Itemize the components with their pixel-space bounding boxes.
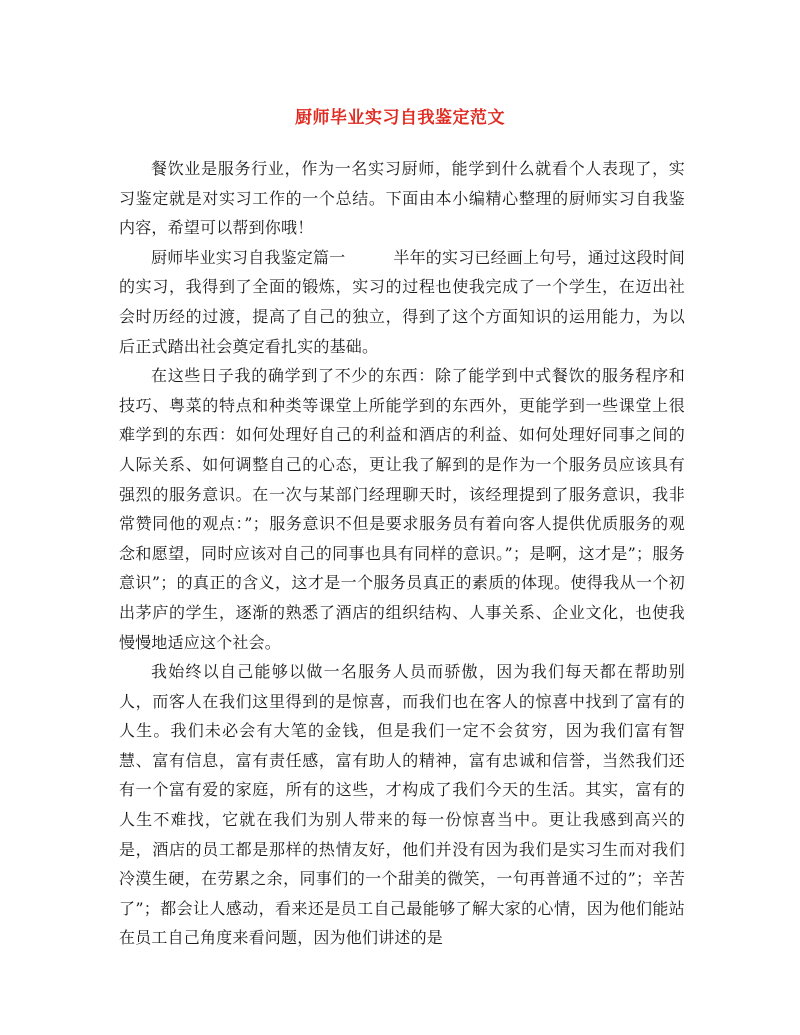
section-one-text: 半年的实习已经画上句号，通过这段时间的实习，我得到了全面的锻炼，实习的过程也使我完成了一个学生，在迈出社会时历经的过渡，提高了自己的独立，得到了这个方面知识的运用能力，为以后正式踏出社会奠定看扎实的基础。: [119, 247, 686, 356]
document-title: 厨师毕业实习自我鉴定范文: [295, 108, 505, 128]
section-heading: 厨师毕业实习自我鉴定篇一: [151, 247, 346, 267]
document-body: [119, 154, 685, 953]
section-one-paragraph: [119, 243, 685, 361]
pride-paragraph: 我始终以自己能够以做一名服务人员而骄傲，因为我们每天都在帮助别人，而客人在我们这里得到的是惊喜，而我们也在客人的惊喜中找到了富有的人生。我们未必会有大笔的金钱，但是我们一定不会贫穷，因为我们富有智慧、富有信息，富有责任感，富有助人的精神，富有忠诚和信誉，当然我们还有一个富有爱的家庭，所有的这些，才构成了我们今天的生活。其实，富有的人生不难找，它就在我们为别人带来的每一份惊喜当中。更让我感到高兴的是，酒店的员工都是那样的热情友好，他们并没有因为我们是实习生而对我们冷漠生硬，在劳累之余，同事们的一个甜美的微笑，一句再普通不过的”；辛苦了”；都会让人感动，看来还是员工自己最能够了解大家的心情，因为他们能站在员工自己角度来看问题，因为他们讲述的是: [119, 662, 685, 948]
intro-paragraph: 餐饮业是服务行业，作为一名实习厨师，能学到什么就看个人表现了，实习鉴定就是对实习工作的一个总结。下面由本小编精心整理的厨师实习自我鉴内容，希望可以帮到你哦！: [119, 159, 685, 238]
learning-paragraph: 在这些日子我的确学到了不少的东西：除了能学到中式餐饮的服务程序和技巧、粤菜的特点和种类等课堂上所能学到的东西外，更能学到一些课堂上很难学到的东西：如何处理好自己的利益和酒店的利益、如何处理好同事之间的人际关系、如何调整自己的心态，更让我了解到的是作为一个服务员应该具有强烈的服务意识。在一次与某部门经理聊天时，该经理提到了服务意识，我非常赞同他的观点：”；服务意识不但是要求服务员有着向客人提供优质服务的观念和愿望，同时应该对自己的同事也具有同样的意识。”；是啊，这才是”；服务意识”；的真正的含义，这才是一个服务员真正的素质的体现。使得我从一个初出茅庐的学生，逐渐的熟悉了酒店的组织结构、人事关系、企业文化，也使我慢慢地适应这个社会。: [119, 366, 685, 652]
